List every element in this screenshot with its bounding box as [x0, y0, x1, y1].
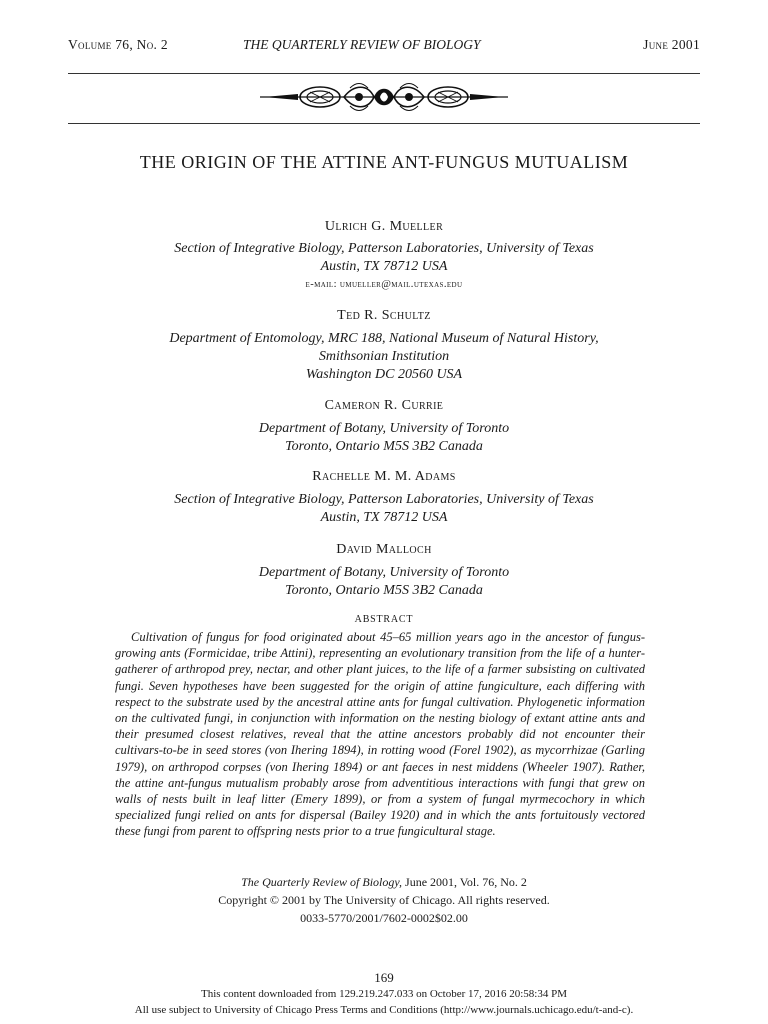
author-affiliation: Department of Botany, University of Toronto	[258, 565, 510, 580]
author-name: Cameron R. Currie	[324, 398, 444, 413]
author-affiliation: Toronto, Ontario M5S 3B2 Canada	[285, 583, 483, 598]
author-affiliation: Washington DC 20560 USA	[305, 367, 463, 382]
author-name: Ulrich G. Mueller	[324, 219, 444, 234]
author-affiliation: Austin, TX 78712 USA	[320, 259, 448, 274]
header-rule-top	[68, 73, 700, 74]
citation-journal: The Quarterly Review of Biology,	[241, 875, 403, 889]
citation-issue: June 2001, Vol. 76, No. 2	[402, 875, 527, 889]
header-rule-bottom	[68, 123, 700, 124]
citation-line	[0, 874, 768, 890]
author-affiliation: Austin, TX 78712 USA	[320, 510, 448, 525]
author-name: Ted R. Schultz	[337, 308, 431, 323]
author-affiliation: Department of Botany, University of Toronto	[258, 421, 510, 436]
author-affiliation: Toronto, Ontario M5S 3B2 Canada	[285, 439, 483, 454]
running-head	[68, 37, 700, 57]
author-name: Rachelle M. M. Adams	[312, 469, 456, 484]
page-number: 169	[374, 970, 394, 985]
author-affiliation: Department of Entomology, MRC 188, National Museum of Natural History,	[169, 331, 599, 346]
abstract-heading: ABSTRACT	[354, 614, 414, 625]
download-notice: This content downloaded from 129.219.247.033 on October 17, 2016 20:58:34 PM	[200, 988, 568, 1000]
abstract-text: Cultivation of fungus for food originated about 45–65 million years ago in the ancestor of fungus-growing ants (Formicidae, tribe Attini), representing an evolutionary transition from the life of a hunter-gatherer of arthropod prey, nectar, and other plant juices, to the life of a farmer subsisting on cultivated fungi. Seven hypotheses have been suggested for the origin of attine fungiculture, each differing with respect to the substrate used by the ancestral attine ants for fungal cultivation. Phylogenetic information on the cultivated fungi, in conjunction with information on the nesting biology of extant attine ants and their presumed closest relatives, reveal that the attine ancestors probably did not encounter their cultivars-to-be in seed stores (von Ihering 1894), in rotting wood (Forel 1902), as mycorrhizae (Garling 1979), on arthropod corpses (von Ihering 1894) or ant faeces in nest middens (Wheeler 1907). Rather, the attine ant-fungus mutualism probably arose from adventitious interactions with fungi that grew on walls of nests built in leaf litter (Emery 1899), or from a system of fungal myrmecochory in which specialized fungi relied on ants for dispersal (Bailey 1920) and in which the ants fortuitously vectored these fungi from parent to offspring nests prior to a true fungicultural stage.	[115, 630, 645, 839]
author-affiliation: Section of Integrative Biology, Patterson Laboratories, University of Texas	[174, 241, 594, 256]
decorative-ornament-icon	[258, 80, 510, 114]
article-title: THE ORIGIN OF THE ATTINE ANT-FUNGUS MUTUALISM	[139, 152, 629, 172]
author-email: e-mail: umueller@mail.utexas.edu	[305, 279, 463, 290]
journal-name: THE QUARTERLY REVIEW OF BIOLOGY	[243, 37, 481, 52]
author-affiliation: Smithsonian Institution	[318, 349, 450, 364]
copyright-notice: Copyright © 2001 by The University of Chicago. All rights reserved.	[218, 893, 550, 907]
article-code: 0033-5770/2001/7602-0002$02.00	[300, 911, 468, 925]
author-name: David Malloch	[336, 542, 432, 557]
author-affiliation: Section of Integrative Biology, Patterson Laboratories, University of Texas	[174, 492, 594, 507]
journal-volume: Volume 76, No. 2	[68, 37, 168, 52]
terms-notice: All use subject to University of Chicago Press Terms and Conditions (http://www.journals.uchicago.edu/t-and-c).	[134, 1004, 634, 1016]
issue-date: June 2001	[643, 37, 700, 52]
